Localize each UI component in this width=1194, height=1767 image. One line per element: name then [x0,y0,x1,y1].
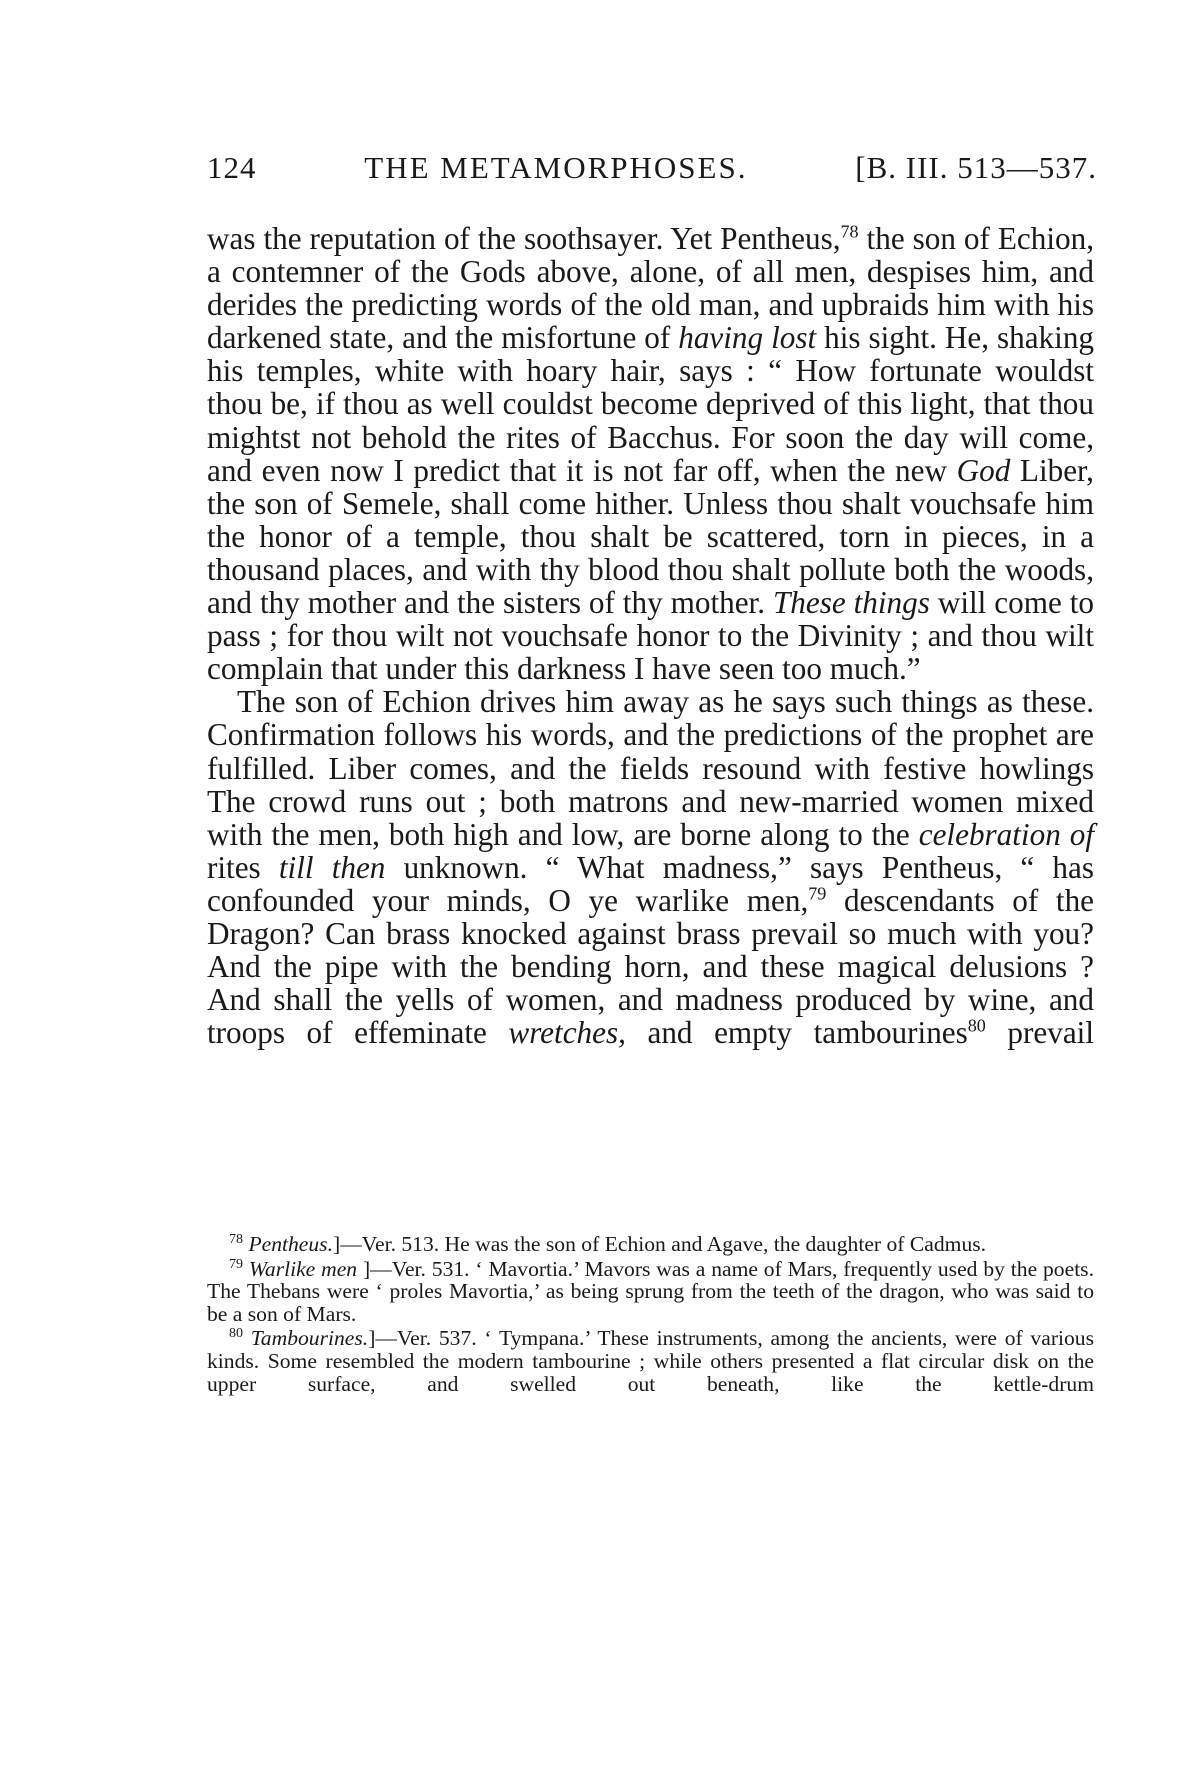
main-text [207,222,1094,1049]
footnote-78: $^{78}$ Pentheus.]—Ver. 513. He was the son of Echion and Agave, the daughter of Cadmus. [229,1230,987,1256]
section-reference: [B. III. 513—537. [855,150,1097,185]
footnote-79: $^{79}$ Warlike men ]—Ver. 531. ‘ Mavortia.’ Mavors was a name of Mars, frequently used by the poets. The Thebans were ‘ proles Mavortia,’ as being sprung from the teeth of the dragon, who was said to be a son of Mars. [207,1255,1094,1326]
footnote-ref-79: 79 [808,883,827,904]
footnotes [207,1230,1095,1397]
footnote-ref-78: 78 [840,221,859,242]
page-number: 124 [207,150,257,185]
paragraph-1: was the reputation of the soothsayer. Yet Pentheus,$^{78}$ the son of Echion, a contemner of the Gods above, alone, of all men, despises him, and derides the predicting words of the old man, and upbraids him with his darkened state, and the misfortune of having lost his sight. He, shaking his temples, white with hoary hair, says : “ How fortunate wouldst thou be, if thou as well couldst become deprived of this light, that thou mightst not behold the rites of Bacchus. For soon the day will come, and even now I predict that it is not far off, when the new God Liber, the son of Semele, shall come hither. Unless thou shalt vouchsafe him the honor of a temple, thou shalt be scattered, torn in pieces, in a thousand places, and with thy blood thou shalt pollute both the woods, and thy mother and the sisters of thy mother. These things will come to pass ; for thou wilt not vouchsafe honor to the Divinity ; and thou wilt complain that under this darkness I have seen too much.” [207,221,1095,687]
running-header [207,150,1097,186]
footnote-ref-80: 80 [967,1015,986,1036]
footnote-80: $^{80}$ Tambourines.]—Ver. 537. ‘ Tympana.’ These instruments, among the ancients, were of various kinds. Some resembled the modern tambourine ; while others presented a flat circular disk on the upper surface, and swelled out beneath, like the kettle-drum [207,1325,1095,1396]
book-title: THE METAMORPHOSES. [364,150,748,185]
paragraph-2: The son of Echion drives him away as he says such things as these. Confirmation follows his words, and the predictions of the prophet are fulfilled. Liber comes, and the fields resound with festive howlings The crowd runs out ; both matrons and new-married women mixed with the men, both high and low, are borne along to the celebration of rites till then unknown. “ What madness,” says Pentheus, “ has confounded your minds, O ye warlike men,$^{79}$ descendants of the Dragon? Can brass knocked against brass prevail so much with you? And the pipe with the bending horn, and these magical delusions ? And shall the yells of women, and madness produced by wine, and troops of effeminate wretches, and empty tambourines$^{80}$ prevail [207,684,1095,1051]
